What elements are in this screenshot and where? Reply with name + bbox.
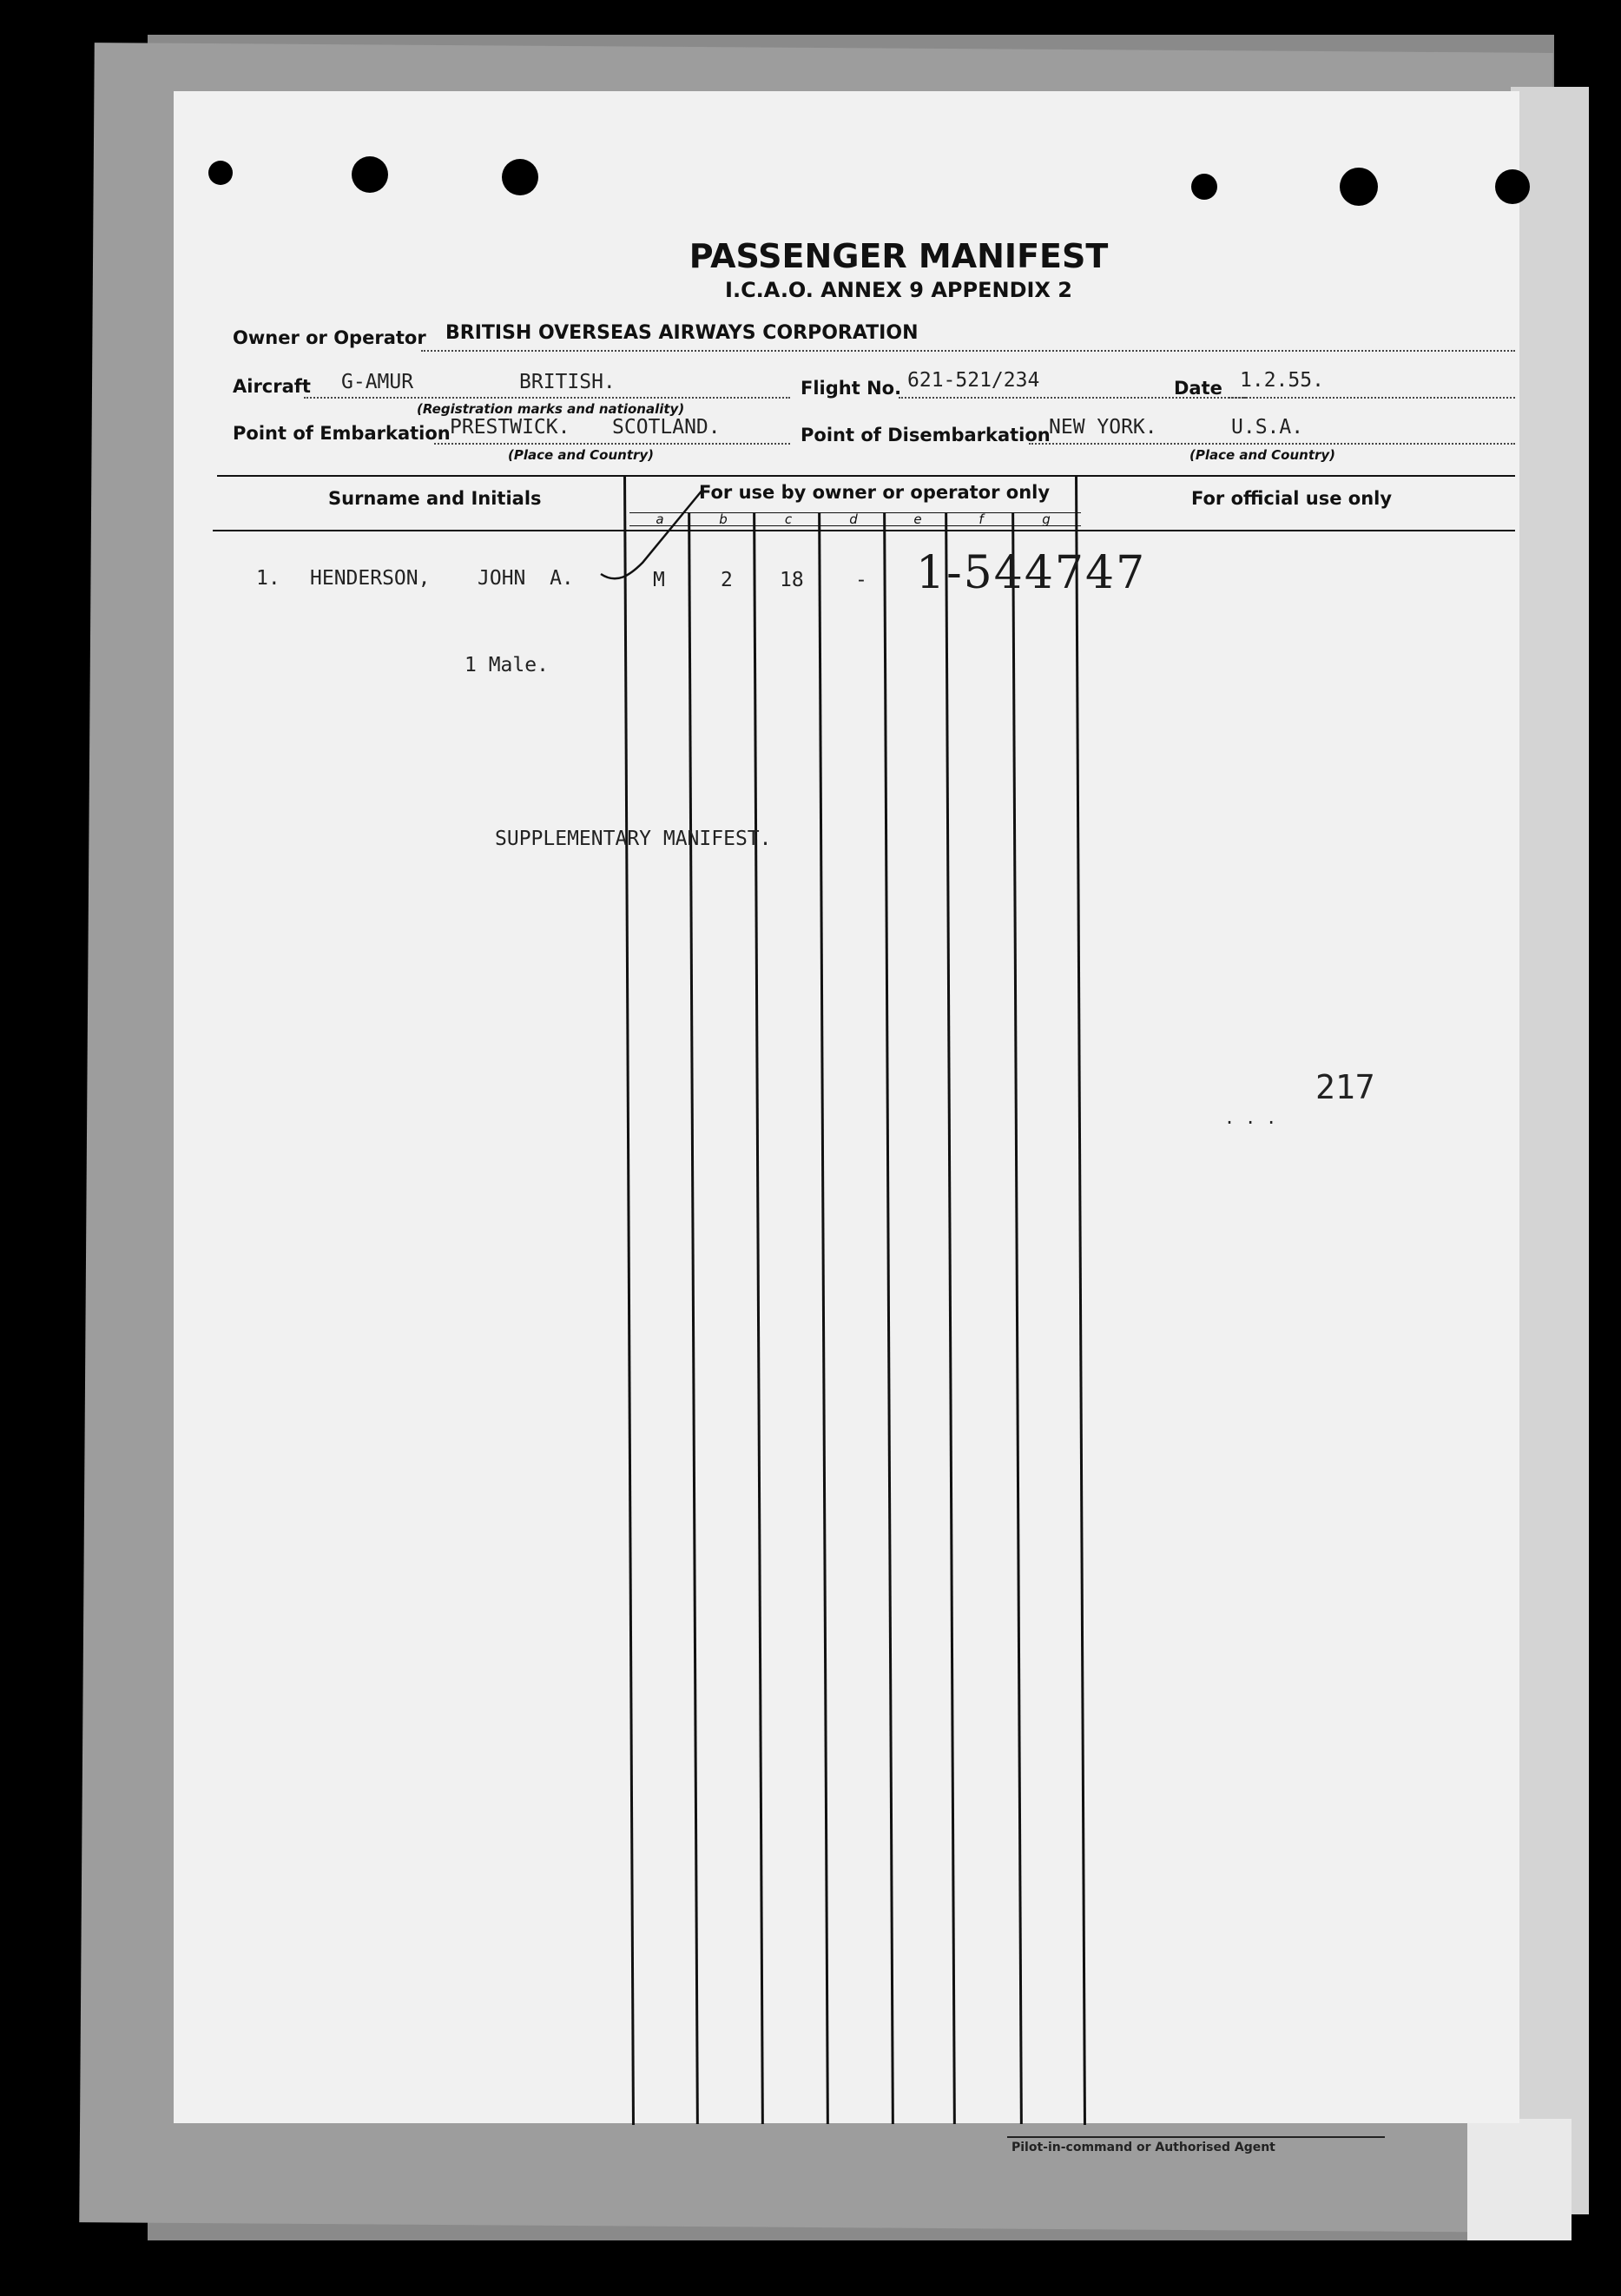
- column-divider: [945, 512, 956, 2124]
- owner-line: [421, 350, 1515, 352]
- signature-label: Pilot-in-command or Authorised Agent: [1011, 2141, 1275, 2154]
- column-divider: [883, 512, 894, 2124]
- date-value: 1.2.55.: [1240, 369, 1324, 392]
- owner-label: Owner or Operator: [233, 327, 426, 348]
- date-line: [1224, 397, 1515, 399]
- punch-hole: [1495, 169, 1530, 204]
- passenger-surname: HENDERSON,: [310, 567, 431, 590]
- aircraft-nationality: BRITISH.: [519, 371, 616, 393]
- embarkation-line: [434, 443, 790, 445]
- cell-c: 18: [780, 569, 804, 591]
- date-label: Date: [1174, 378, 1222, 399]
- embarkation-place: PRESTWICK.: [450, 416, 570, 439]
- document-title: PASSENGER MANIFEST: [689, 237, 1109, 275]
- aircraft-note: (Registration marks and nationality): [417, 401, 685, 417]
- sub-column-a: a: [656, 511, 664, 527]
- document-subtitle: I.C.A.O. ANNEX 9 APPENDIX 2: [725, 278, 1072, 302]
- sub-column-d: d: [849, 511, 858, 527]
- column-header-name: Surname and Initials: [328, 488, 542, 509]
- page-dots: . . .: [1224, 1107, 1277, 1128]
- column-divider: [688, 512, 699, 2124]
- sub-column-g: g: [1042, 511, 1051, 527]
- page-edge-corner: [1467, 2119, 1572, 2240]
- owner-value: BRITISH OVERSEAS AIRWAYS CORPORATION: [445, 322, 919, 344]
- flight-number: 621-521/234: [907, 369, 1040, 392]
- punch-hole: [1191, 174, 1217, 200]
- handwritten-number: 1-544747: [916, 547, 1147, 599]
- column-divider: [753, 512, 764, 2124]
- punch-hole: [1340, 168, 1378, 206]
- column-divider: [1075, 477, 1086, 2125]
- disembarkation-line: [1029, 443, 1515, 445]
- column-divider: [1011, 512, 1023, 2124]
- passenger-initials: JOHN A.: [478, 567, 574, 590]
- cell-d: -: [855, 569, 867, 591]
- manifest-sheet: [174, 91, 1519, 2123]
- signature-line: [1007, 2136, 1385, 2138]
- row-number: 1.: [256, 567, 280, 590]
- column-header-owner: For use by owner or operator only: [699, 482, 1051, 503]
- table-top-line: [217, 475, 1515, 477]
- sub-column-f: f: [979, 511, 984, 527]
- aircraft-line: [304, 397, 790, 399]
- page-edge-right: [1511, 87, 1589, 2214]
- sub-column-e: e: [913, 511, 922, 527]
- punch-hole: [352, 156, 388, 193]
- table-header-bottom-line: [213, 530, 1515, 531]
- embarkation-country: SCOTLAND.: [612, 416, 721, 439]
- cell-b: 2: [721, 569, 733, 591]
- cell-a: M: [653, 569, 665, 591]
- punch-hole: [208, 161, 233, 185]
- page-number: 217: [1315, 1068, 1375, 1106]
- disembarkation-place: NEW YORK.: [1049, 416, 1157, 439]
- aircraft-registration: G-AMUR: [341, 371, 414, 393]
- punch-hole: [502, 159, 538, 195]
- column-divider: [623, 477, 635, 2125]
- embarkation-note: (Place and Country): [508, 447, 655, 463]
- passenger-summary: 1 Male.: [465, 654, 549, 676]
- embarkation-label: Point of Embarkation: [233, 423, 451, 444]
- aircraft-label: Aircraft: [233, 376, 311, 397]
- sub-column-c: c: [784, 511, 793, 527]
- disembarkation-country: U.S.A.: [1231, 416, 1304, 439]
- sub-column-b: b: [719, 511, 728, 527]
- disembarkation-label: Point of Disembarkation: [801, 425, 1051, 445]
- disembarkation-note: (Place and Country): [1189, 447, 1336, 463]
- column-divider: [818, 512, 829, 2124]
- flight-label: Flight No.: [801, 378, 902, 399]
- column-header-official: For official use only: [1191, 488, 1393, 509]
- check-mark: [590, 480, 712, 593]
- supplementary-note: SUPPLEMENTARY MANIFEST.: [495, 828, 772, 850]
